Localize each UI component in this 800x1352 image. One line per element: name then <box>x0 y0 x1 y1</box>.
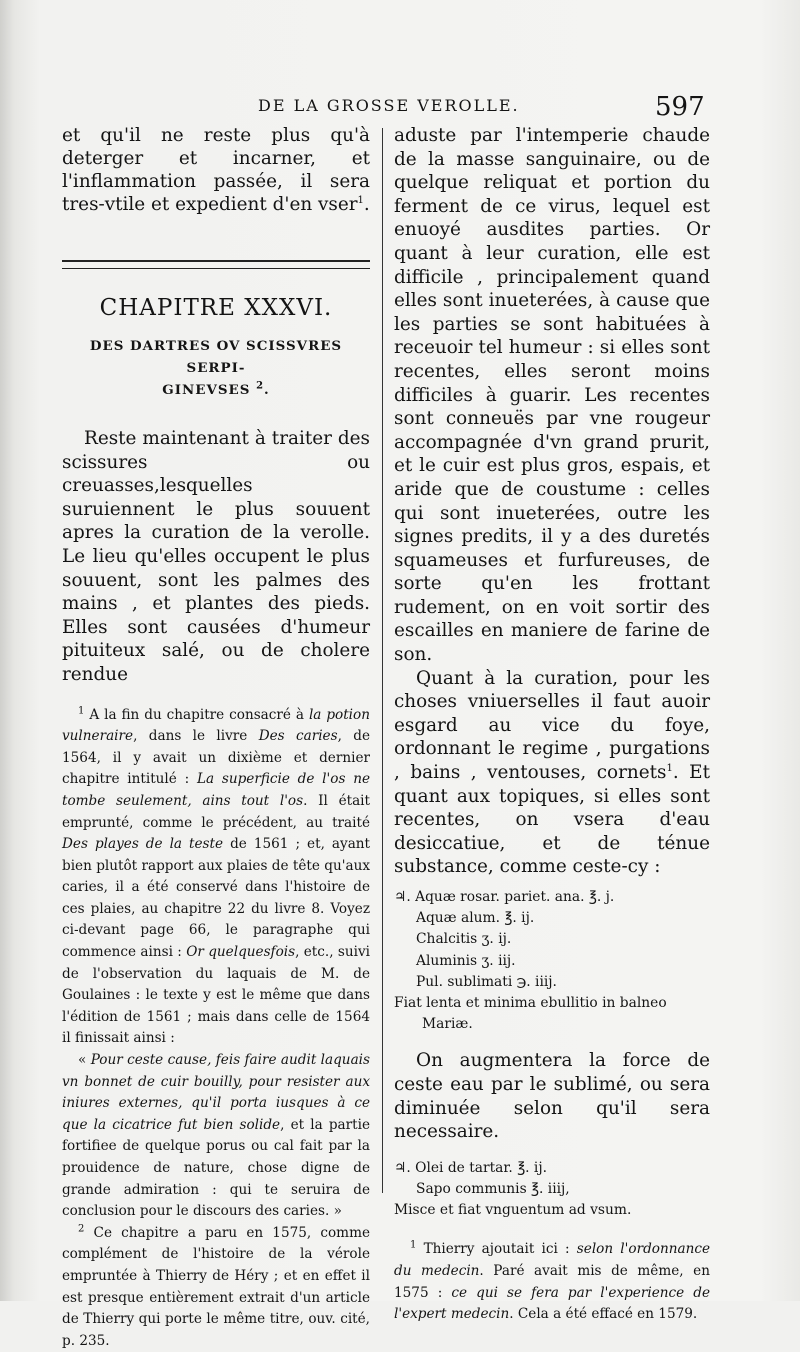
footnote-text: A la fin du chapitre consacré à <box>89 706 304 723</box>
chapter-title: CHAPITRE XXXVI. <box>99 295 333 321</box>
footnote-right <box>394 1239 710 1325</box>
chapter-subtitle-line-1: DES DARTRES OV SCISSVRES SERPI- <box>89 338 343 376</box>
footnote-number: 2 <box>78 1223 85 1235</box>
chapter-subtitle-text: GINEVSES <box>162 382 251 398</box>
footnote-italic: Des caries <box>258 728 338 745</box>
recipe-line: Sapo communis ℥. iiij, <box>416 1181 570 1197</box>
page-number: 597 <box>655 92 705 122</box>
chapter-body: Reste maintenant à traiter des scissures ou creuasses,lesquelles suruiennent le plus souuent apres la curation de la verolle. Le lieu qu'elles occupent le plus souuent, sont les palmes des mains , et plantes des pieds. Elles sont causées d'humeur pituiteux salé, ou de cholere rendue <box>62 428 370 685</box>
footnote-italic: Des playes de la teste <box>62 836 224 853</box>
recipe-1 <box>394 887 710 1035</box>
intro-paragraph: et qu'il ne reste plus qu'à deterger et incarner, et l'inflammation passée, il sera tres-vtile et expedient d'en vser$^1$. <box>62 125 370 215</box>
footnote-ref: 2 <box>256 380 265 392</box>
recipe-line: Aquæ alum. ℥. ij. <box>416 910 535 927</box>
right-column <box>394 124 710 1326</box>
footnote-number: 1 <box>78 705 85 716</box>
footnote-italic: selon l'ordonnance du medecin <box>394 1241 710 1279</box>
footnote-text: , de 1564, il y avait un dixième et dernier chapitre intitulé : <box>62 728 371 788</box>
recipe-line: Pul. sublimati ℈. iiij. <box>416 973 557 990</box>
footnote-italic: La superficie de l'os ne tombe seulement, ains tout l'os <box>62 771 370 809</box>
footnote-ref: 1 <box>666 762 673 774</box>
recipe-line: ♃. Aquæ rosar. pariet. ana. ℥. j. <box>394 889 615 905</box>
left-column <box>62 124 370 1352</box>
paragraph-text: Quant à la curation, pour les choses vniuerselles il faut auoir esgard au vice du foye, ordonnant le regime , purgations , bains , ventouses, cornets <box>394 667 710 784</box>
intro-text: et qu'il ne reste plus qu'à deterger et incarner, et l'inflammation passée, il sera tres-vtile et expedient d'en vser <box>62 125 370 215</box>
paragraph-text: . Et quant aux topiques, si elles sont recentes, on vsera d'eau desiccatiue, et de ténue substance, comme ceste-cy : <box>394 762 710 878</box>
section-divider <box>62 260 370 269</box>
column-divider <box>382 128 383 1193</box>
footnote-italic: Pour ceste cause, feis faire audit laquais vn bonnet de cuir bouilly, pour resister aux iniures externes, qu'il porta iusques à ce que la cicatrice fut bien solide <box>62 1052 370 1133</box>
footnotes-left <box>62 705 370 1352</box>
paragraph-strength: On augmentera la force de ceste eau par le sublimé, ou sera diminuée selon qu'il sera necessaire. <box>394 1050 710 1143</box>
footnote-number: 1 <box>410 1239 417 1251</box>
footnote-text: , etc., suivi de l'observation du laquais de M. de Goulaines : le texte y est le même que dans l'édition de 1561 ; mais dans celle de 1564 il finissait ainsi : <box>62 944 370 1047</box>
footnote-text: . Cela a été effacé en 1579. <box>509 1306 698 1323</box>
recipe-line: Fiat lenta et minima ebullitio in balneo <box>394 995 667 1012</box>
recipe-2 <box>394 1158 710 1222</box>
recipe-line: Misce et fiat vnguentum ad vsum. <box>394 1202 632 1219</box>
footnote-text: , et la partie fortifiee de quelque porus ou cal fait par la prouidence de nature, chose digne de grande admiration : qui te seruira de conclusion pour le discours des caries. » <box>62 1116 371 1220</box>
quote-mark: « <box>78 1052 91 1069</box>
paragraph-continuation: aduste par l'intemperie chaude de la masse sanguinaire, ou de quelque reliquat et portion du ferment de ce virus, lequel est enuoyé ausdites parties. Or quant à leur curation, elle est difficile , principalement quand elles sont inueterées, à cause que les parties se sont habituées à receuoir tel humeur : si elles sont recentes, elles seront moins difficiles à guarir. Les recentes sont conneuës par vne rougeur accompagnée d'vn grand prurit, et le cuir est plus gros, espais, et aride que de coustume : celles qui sont inueterées, outre les signes predits, il y a des duretés squameuses et furfureuses, de sorte qu'en les frottant rudement, on en voit sortir des escailles en maniere de farine de son. <box>394 125 710 666</box>
chapter-subtitle-line-2: GINEVSES $^2$. <box>162 380 270 398</box>
footnote-text: Ce chapitre a paru en 1575, comme complément de l'histoire de la vérole empruntée à Thierry de Héry ; et en effet il est presque entièrement extrait d'un article de Thierry qui porte le même titre, ouv. cité, p. 235. <box>62 1224 370 1349</box>
running-head: DE LA GROSSE VEROLLE. <box>258 96 520 115</box>
footnote-text: Thierry ajoutait ici : <box>423 1241 570 1258</box>
recipe-line: Mariæ. <box>422 1016 473 1033</box>
footnote-italic: Or quelquesfois <box>186 944 296 961</box>
footnote-1 <box>62 705 370 1051</box>
recipe-line: Chalcitis ʒ. ij. <box>416 931 512 948</box>
footnote-text: . Il était emprunté, comme le précédent, au traité <box>62 792 370 831</box>
footnote-ref: 1 <box>357 194 364 206</box>
footnote-italic: la potion vulneraire <box>62 706 370 745</box>
recipe-line: Aluminis ʒ. iij. <box>416 952 516 969</box>
footnote-2 <box>62 1223 370 1352</box>
footnote-text: , dans le livre <box>133 728 248 745</box>
chapter-subtitle <box>62 335 370 401</box>
footnote-text: de 1561 ; et, ayant bien plutôt rapport aux plaies de tête qu'aux caries, il a été conservé dans l'histoire de ces plaies, au chapitre 22 du livre 8. Voyez ci-devant page 66, le paragraphe qui commence ainsi : <box>62 836 371 961</box>
footnote-italic: ce qui se fera par l'experience de l'expert medecin <box>394 1284 710 1323</box>
footnote-text: . Paré avait mis de même, en 1575 : <box>394 1263 710 1301</box>
paragraph-curation <box>394 667 710 879</box>
footnote-1-quote <box>62 1050 370 1223</box>
recipe-line: ♃. Olei de tartar. ℥. ij. <box>394 1159 548 1176</box>
